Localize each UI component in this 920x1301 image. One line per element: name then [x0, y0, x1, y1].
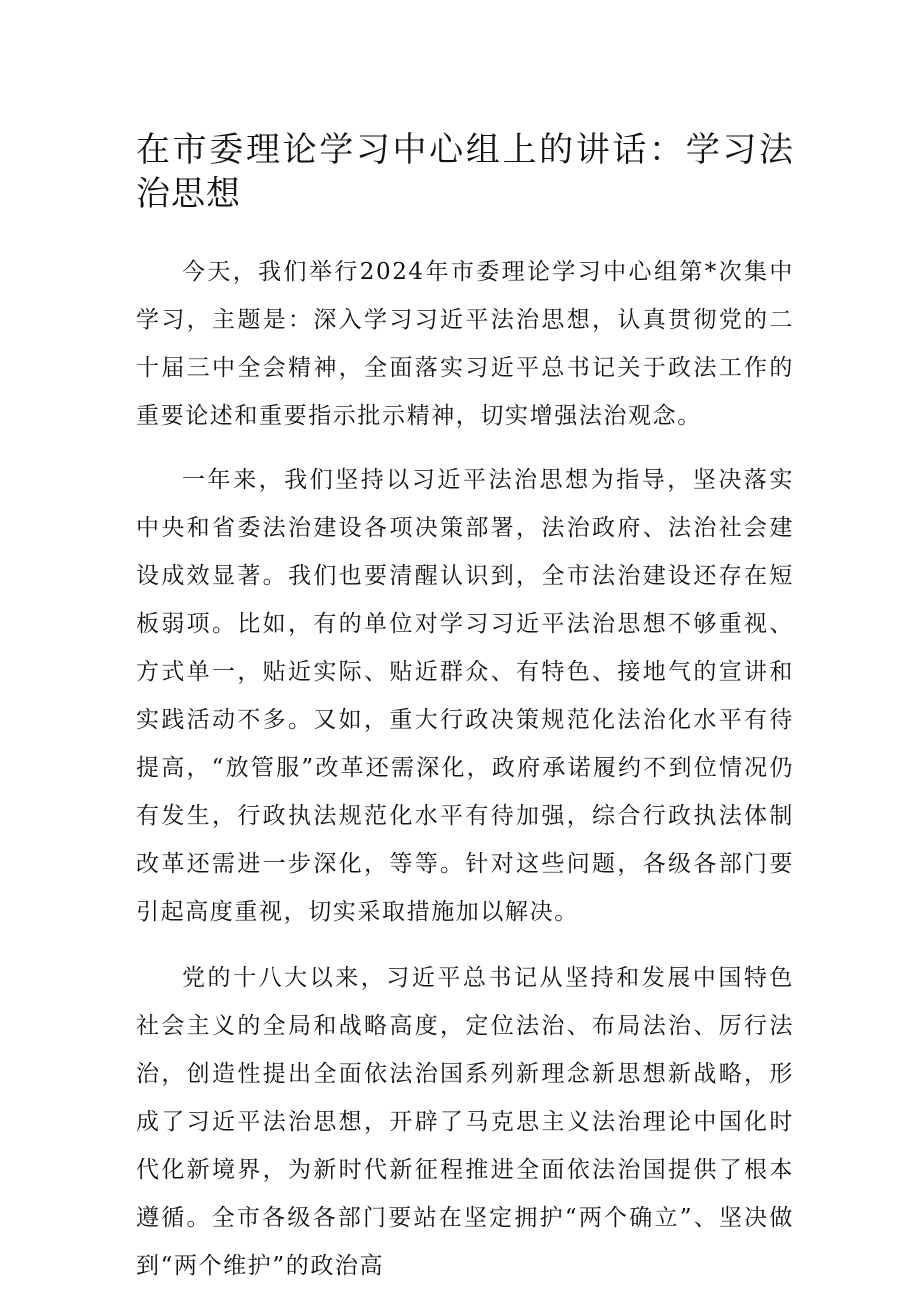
document-title: 在市委理论学习中心组上的讲话：学习法治思想: [136, 130, 794, 214]
paragraph-3: 党的十八大以来，习近平总书记从坚持和发展中国特色社会主义的全局和战略高度，定位法治、布局法治、厉行法治，创造性提出全面依法治国系列新理念新思想新战略，形成了习近平法治思想，开辟了马克思主义法治理论中国化时代化新境界，为新时代新征程推进全面依法治国提供了根本遵循。全市各级各部门要站在坚定拥护“两个确立”、坚决做到“两个维护”的政治高: [136, 965, 794, 1279]
paragraph-2: 一年来，我们坚持以习近平法治思想为指导，坚决落实中央和省委法治建设各项决策部署，法治政府、法治社会建设成效显著。我们也要清醒认识到，全市法治建设还存在短板弱项。比如，有的单位对学习习近平法治思想不够重视、方式单一，贴近实际、贴近群众、有特色、接地气的宣讲和实践活动不多。又如，重大行政决策规范化法治化水平有待提高，“放管服”改革还需深化，政府承诺履约不到位情况仍有发生，行政执法规范化水平有待加强，综合行政执法体制改革还需进一步深化，等等。针对这些问题，各级各部门要引起高度重视，切实采取措施加以解决。: [136, 467, 794, 925]
paragraph-1: 今天，我们举行2024年市委理论学习中心组第*次集中学习，主题是：深入学习习近平法治思想，认真贯彻党的二十届三中全会精神，全面落实习近平总书记关于政法工作的重要论述和重要指示批示精神，切实增强法治观念。: [136, 259, 794, 429]
